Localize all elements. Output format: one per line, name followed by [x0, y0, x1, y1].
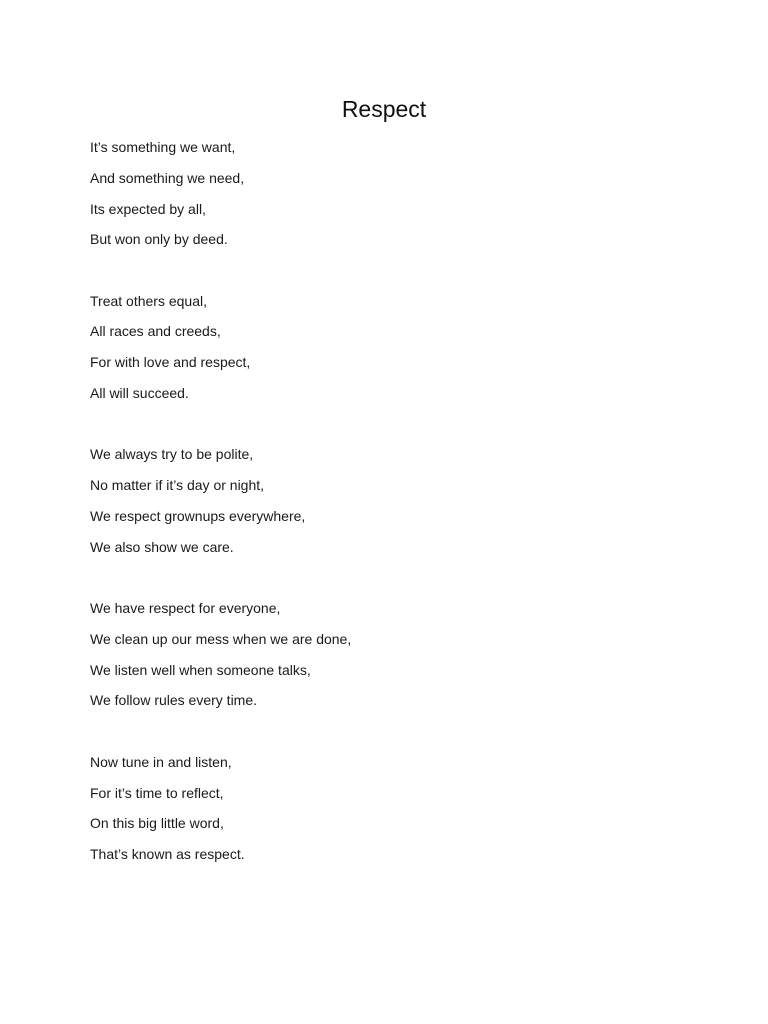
- poem-line: We also show we care.: [90, 538, 234, 555]
- poem-line: Its expected by all,: [90, 200, 206, 217]
- poem-line: No matter if it’s day or night,: [90, 477, 265, 494]
- stanza-4: [90, 598, 690, 721]
- stanza-2: [90, 291, 690, 414]
- poem-line: For it’s time to reflect,: [90, 784, 224, 801]
- poem-line: That’s known as respect.: [90, 846, 245, 863]
- poem-line: All races and creeds,: [90, 323, 221, 340]
- stanza-1: [90, 137, 690, 260]
- poem-line: We respect grownups everywhere,: [90, 507, 306, 524]
- poem-line: All will succeed.: [90, 385, 189, 402]
- poem-line: But won only by deed.: [90, 231, 228, 248]
- poem-line: Now tune in and listen,: [90, 753, 232, 770]
- poem-line: We have respect for everyone,: [90, 600, 281, 617]
- poem-line: On this big little word,: [90, 815, 224, 832]
- poem-line: We always try to be polite,: [90, 446, 254, 463]
- poem-line: Treat others equal,: [90, 292, 207, 309]
- poem-line: It’s something we want,: [90, 139, 236, 155]
- poem-line: And something we need,: [90, 169, 245, 186]
- poem-line: For with love and respect,: [90, 354, 251, 371]
- stanza-5: [90, 752, 690, 875]
- page-title: Respect: [341, 96, 427, 122]
- poem-line: We listen well when someone talks,: [90, 661, 311, 678]
- poem-body: [90, 137, 690, 905]
- poem-line: We follow rules every time.: [90, 692, 258, 709]
- poem-line: We clean up our mess when we are done,: [90, 630, 352, 647]
- stanza-3: [90, 444, 690, 567]
